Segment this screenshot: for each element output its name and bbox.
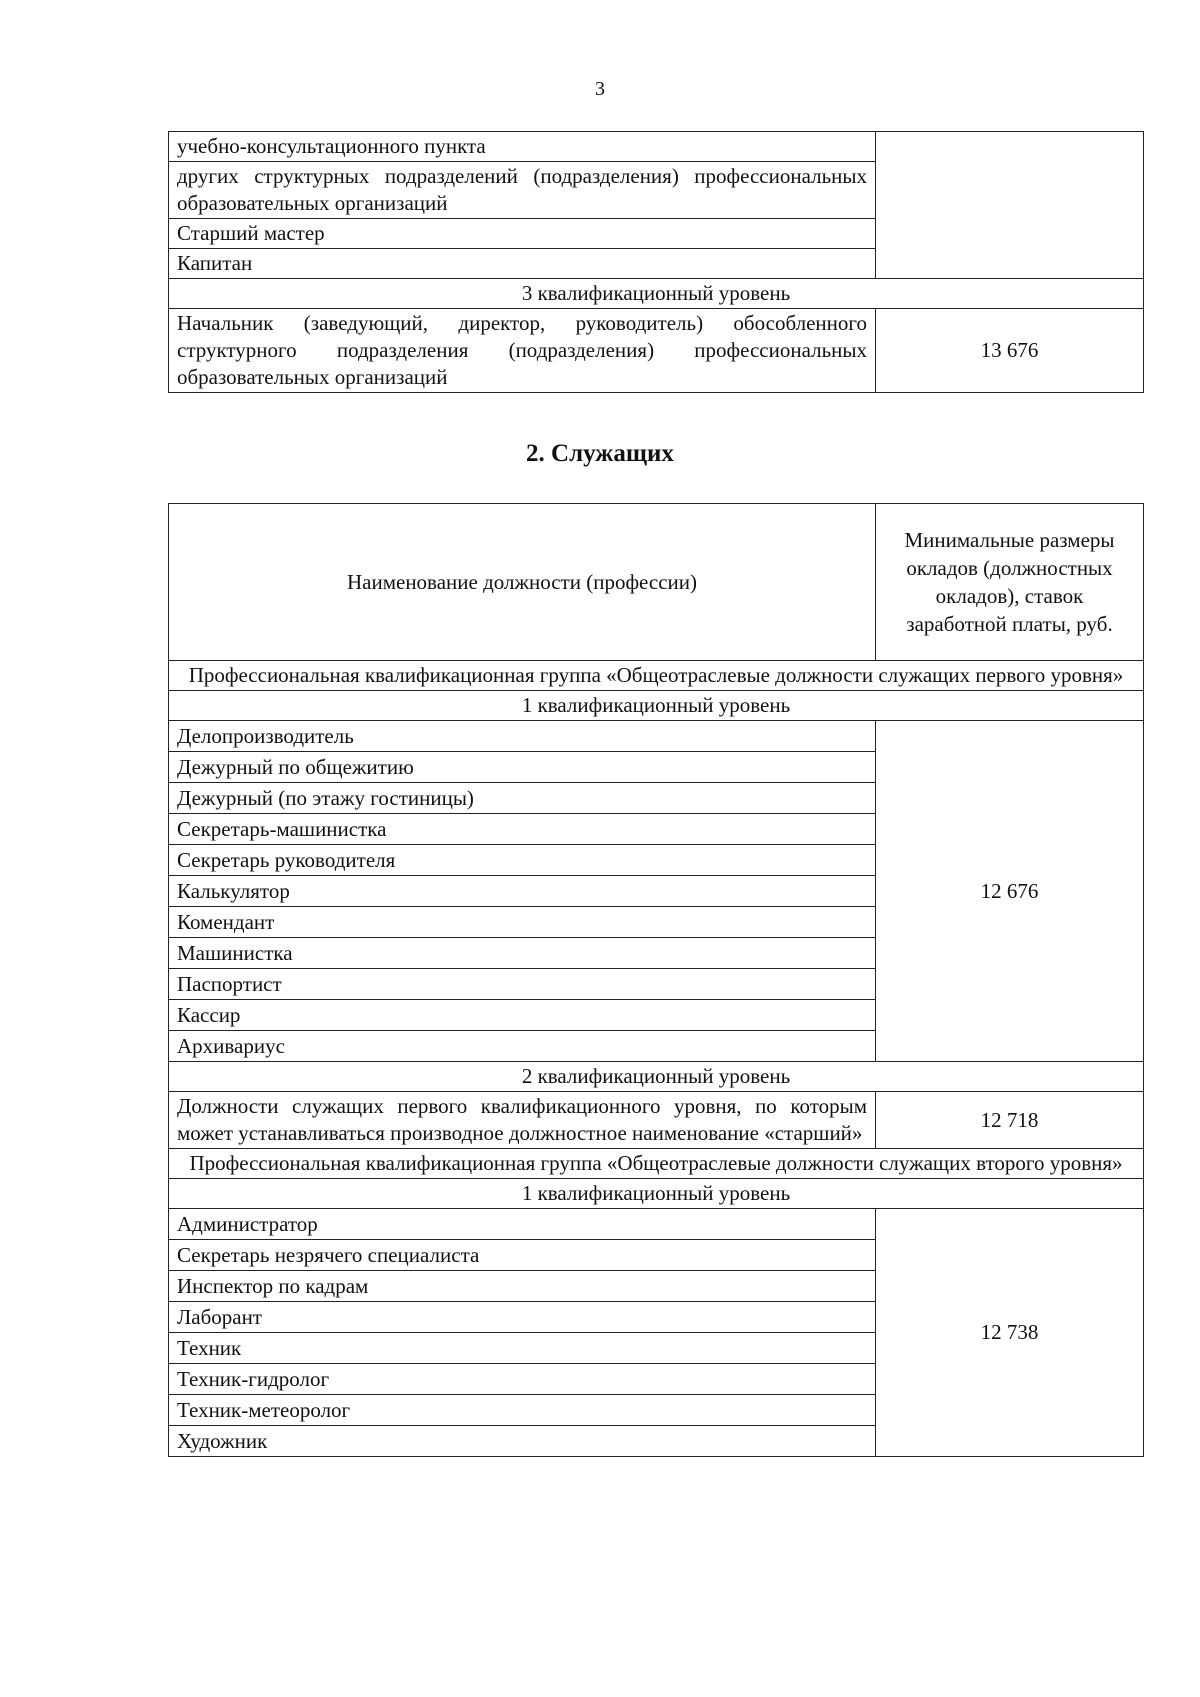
position-cell: учебно-консультационного пункта	[169, 132, 876, 162]
position-cell: Должности служащих первого квалификационного уровня, по которым может устанавливаться производное должностное наименование «старший»	[169, 1092, 876, 1149]
salary-cell: 13 676	[876, 309, 1144, 393]
group-row	[169, 661, 1144, 691]
position-cell: Художник	[169, 1426, 876, 1457]
position-cell: Начальник (заведующий, директор, руководитель) обособленного структурного подразделения (подразделения) профессиональных образовательных организаций	[169, 309, 876, 393]
position-cell: Архивариус	[169, 1031, 876, 1062]
position-cell: Секретарь-машинистка	[169, 814, 876, 845]
position-cell: других структурных подразделений (подразделения) профессиональных образовательных организаций	[169, 162, 876, 219]
level-row	[169, 691, 1144, 721]
level-row	[169, 1179, 1144, 1209]
table-row	[169, 1209, 1144, 1240]
qualification-group-title: Профессиональная квалификационная группа «Общеотраслевые должности служащих второго уровня»	[169, 1149, 1144, 1179]
empty-salary-cell	[876, 132, 1144, 279]
position-cell: Комендант	[169, 907, 876, 938]
position-cell: Техник-метеоролог	[169, 1395, 876, 1426]
position-cell: Техник	[169, 1333, 876, 1364]
qualification-level-label: 3 квалификационный уровень	[169, 279, 1144, 309]
position-cell: Машинистка	[169, 938, 876, 969]
position-cell: Лаборант	[169, 1302, 876, 1333]
table-row	[169, 1092, 1144, 1149]
continuation-table	[168, 131, 1144, 393]
position-cell: Администратор	[169, 1209, 876, 1240]
position-cell: Калькулятор	[169, 876, 876, 907]
salary-cell: 12 738	[876, 1209, 1144, 1457]
table-row	[169, 309, 1144, 393]
qualification-level-label: 2 квалификационный уровень	[169, 1062, 1144, 1092]
qualification-level-label: 1 квалификационный уровень	[169, 691, 1144, 721]
level-row	[169, 1062, 1144, 1092]
position-cell: Техник-гидролог	[169, 1364, 876, 1395]
header-salary: Минимальные размеры окладов (должностных окладов), ставок заработной платы, руб.	[876, 504, 1144, 661]
position-cell: Секретарь незрячего специалиста	[169, 1240, 876, 1271]
position-cell: Дежурный (по этажу гостиницы)	[169, 783, 876, 814]
section-title: 2. Служащих	[526, 440, 674, 467]
position-cell: Паспортист	[169, 969, 876, 1000]
salary-cell: 12 718	[876, 1092, 1144, 1149]
position-cell: Дежурный по общежитию	[169, 752, 876, 783]
qualification-group-title: Профессиональная квалификационная группа «Общеотраслевые должности служащих первого уровня»	[169, 661, 1144, 691]
position-cell: Секретарь руководителя	[169, 845, 876, 876]
level-row	[169, 279, 1144, 309]
qualification-level-label: 1 квалификационный уровень	[169, 1179, 1144, 1209]
employees-table	[168, 503, 1144, 1457]
table-row	[169, 132, 1144, 162]
header-position-name: Наименование должности (профессии)	[169, 504, 876, 661]
position-cell: Капитан	[169, 249, 876, 279]
page-number: 3	[595, 78, 605, 100]
position-cell: Кассир	[169, 1000, 876, 1031]
position-cell: Инспектор по кадрам	[169, 1271, 876, 1302]
position-cell: Делопроизводитель	[169, 721, 876, 752]
salary-cell: 12 676	[876, 721, 1144, 1062]
table-row	[169, 721, 1144, 752]
header-row	[169, 504, 1144, 661]
group-row	[169, 1149, 1144, 1179]
position-cell: Старший мастер	[169, 219, 876, 249]
